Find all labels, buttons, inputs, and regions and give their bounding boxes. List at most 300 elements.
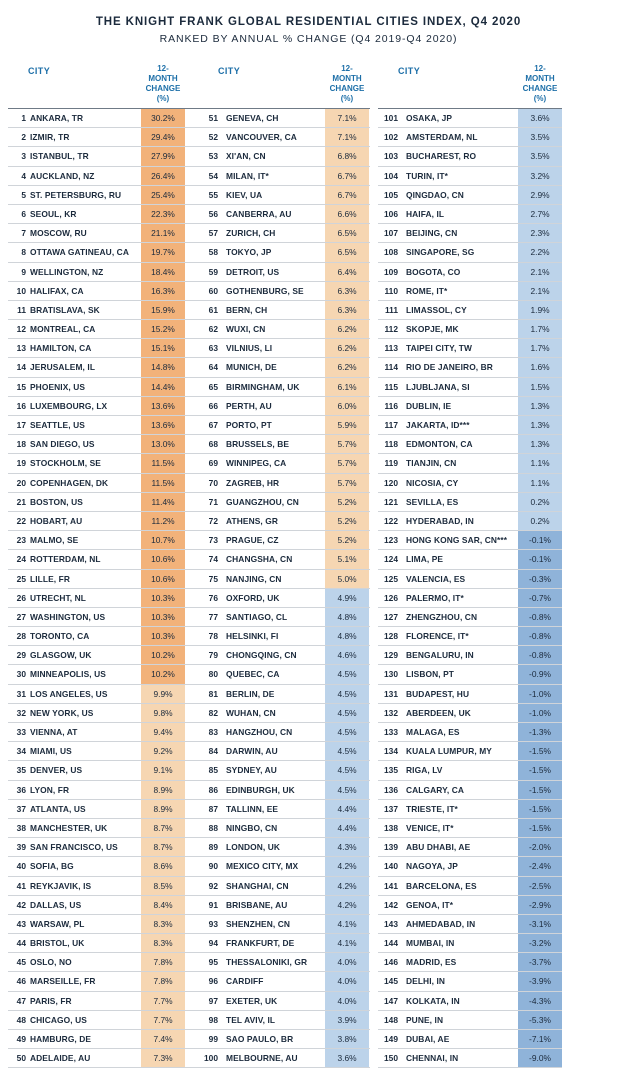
table-row bbox=[8, 550, 198, 569]
table-row bbox=[378, 992, 562, 1011]
change-cell: 1.3% bbox=[518, 416, 562, 434]
change-cell: 10.3% bbox=[141, 608, 185, 626]
rank-cell: 128 bbox=[384, 631, 398, 642]
city-cell: BARCELONA, ES bbox=[406, 880, 477, 891]
table-row bbox=[378, 493, 562, 512]
table-row bbox=[8, 665, 198, 684]
change-cell: 6.7% bbox=[325, 167, 369, 185]
rank-cell: 22 bbox=[16, 515, 26, 526]
city-cell: BOGOTA, CO bbox=[406, 266, 461, 277]
change-cell: 1.3% bbox=[518, 435, 562, 453]
city-cell: PUNE, IN bbox=[406, 1014, 444, 1025]
rank-cell: 138 bbox=[384, 822, 398, 833]
city-cell: GUANGZHOU, CN bbox=[226, 496, 299, 507]
table-row bbox=[198, 1011, 370, 1030]
city-cell: STOCKHOLM, SE bbox=[30, 458, 101, 469]
table-row bbox=[378, 723, 562, 742]
change-cell: 3.5% bbox=[518, 147, 562, 165]
table-row bbox=[378, 608, 562, 627]
change-header-line: 12- bbox=[341, 64, 353, 73]
change-cell: 4.2% bbox=[325, 877, 369, 895]
table-row bbox=[378, 896, 562, 915]
change-cell: 5.7% bbox=[325, 474, 369, 492]
change-cell: 10.2% bbox=[141, 665, 185, 683]
city-cell: BUCHAREST, RO bbox=[406, 151, 477, 162]
rank-cell: 10 bbox=[16, 285, 26, 296]
table-row bbox=[378, 972, 562, 991]
city-cell: EDMONTON, CA bbox=[406, 439, 473, 450]
city-cell: OSAKA, JP bbox=[406, 113, 453, 123]
change-cell: -1.5% bbox=[518, 742, 562, 760]
city-cell: BENGALURU, IN bbox=[406, 650, 474, 661]
city-cell: TRIESTE, IT* bbox=[406, 803, 458, 814]
table-row bbox=[8, 205, 198, 224]
rank-cell: 64 bbox=[208, 362, 218, 373]
table-row bbox=[198, 972, 370, 991]
rank-cell: 37 bbox=[16, 803, 26, 814]
change-header-line: MONTH bbox=[148, 74, 178, 83]
table-row bbox=[198, 416, 370, 435]
city-cell: MARSEILLE, FR bbox=[30, 976, 96, 987]
change-cell: 4.2% bbox=[325, 896, 369, 914]
city-cell: HYDERABAD, IN bbox=[406, 515, 474, 526]
city-cell: PALERMO, IT* bbox=[406, 592, 464, 603]
city-cell: ZAGREB, HR bbox=[226, 477, 280, 488]
city-cell: WELLINGTON, NZ bbox=[30, 266, 104, 277]
rank-cell: 62 bbox=[208, 324, 218, 335]
change-cell: 7.8% bbox=[141, 953, 185, 971]
change-cell: 2.1% bbox=[518, 282, 562, 300]
change-cell: 14.4% bbox=[141, 378, 185, 396]
rank-cell: 100 bbox=[204, 1053, 218, 1064]
rank-cell: 106 bbox=[384, 208, 398, 219]
table-rows bbox=[198, 108, 370, 1068]
rank-cell: 134 bbox=[384, 746, 398, 757]
change-cell: -1.0% bbox=[518, 704, 562, 722]
city-cell: VALENCIA, ES bbox=[406, 573, 466, 584]
city-cell: MADRID, ES bbox=[406, 957, 457, 968]
rank-cell: 136 bbox=[384, 784, 398, 795]
change-cell: 6.1% bbox=[325, 378, 369, 396]
change-cell: 6.7% bbox=[325, 186, 369, 204]
rank-cell: 28 bbox=[16, 631, 26, 642]
rank-cell: 103 bbox=[384, 151, 398, 162]
table-row bbox=[8, 339, 198, 358]
rank-cell: 27 bbox=[16, 611, 26, 622]
city-cell: MOSCOW, RU bbox=[30, 228, 87, 239]
city-cell: WUHAN, CN bbox=[226, 707, 276, 718]
change-cell: 0.2% bbox=[518, 512, 562, 530]
rank-cell: 78 bbox=[208, 631, 218, 642]
table-row bbox=[8, 934, 198, 953]
city-cell: GOTHENBURG, SE bbox=[226, 285, 304, 296]
city-cell: DUBLIN, IE bbox=[406, 400, 452, 411]
rank-cell: 51 bbox=[208, 113, 218, 123]
table-row bbox=[378, 378, 562, 397]
change-cell: -0.9% bbox=[518, 665, 562, 683]
table-row bbox=[8, 167, 198, 186]
rank-cell: 7 bbox=[21, 228, 26, 239]
rank-cell: 33 bbox=[16, 727, 26, 737]
change-cell: 6.4% bbox=[325, 263, 369, 281]
change-cell: 2.2% bbox=[518, 243, 562, 261]
change-cell: 6.2% bbox=[325, 358, 369, 376]
city-cell: LJUBLJANA, SI bbox=[406, 381, 470, 392]
city-cell: DUBAI, AE bbox=[406, 1034, 450, 1044]
change-cell: -0.8% bbox=[518, 627, 562, 645]
rank-cell: 19 bbox=[16, 458, 26, 469]
city-cell: HAMILTON, CA bbox=[30, 343, 92, 354]
rank-cell: 120 bbox=[384, 477, 398, 488]
table-row bbox=[198, 550, 370, 569]
change-cell: 8.7% bbox=[141, 819, 185, 837]
change-cell: 4.8% bbox=[325, 627, 369, 645]
city-cell: MANCHESTER, UK bbox=[30, 822, 108, 833]
city-cell: ST. PETERSBURG, RU bbox=[30, 189, 122, 200]
page-subtitle: RANKED BY ANNUAL % CHANGE (Q4 2019-Q4 2020) bbox=[159, 33, 458, 45]
rank-cell: 2 bbox=[21, 132, 26, 143]
city-cell: PHOENIX, US bbox=[30, 381, 86, 392]
rank-cell: 5 bbox=[21, 189, 26, 200]
change-cell: -0.8% bbox=[518, 608, 562, 626]
rank-cell: 66 bbox=[208, 400, 218, 411]
city-cell: BRISTOL, UK bbox=[30, 938, 85, 949]
rank-cell: 38 bbox=[16, 822, 26, 833]
change-cell: 7.7% bbox=[141, 1011, 185, 1029]
table-row bbox=[198, 838, 370, 857]
change-cell: 11.5% bbox=[141, 454, 185, 472]
table-row bbox=[378, 531, 562, 550]
change-cell: 16.3% bbox=[141, 282, 185, 300]
table-row bbox=[8, 877, 198, 896]
table-row bbox=[8, 742, 198, 761]
change-cell: 15.1% bbox=[141, 339, 185, 357]
rank-cell: 3 bbox=[21, 151, 26, 162]
rank-cell: 56 bbox=[208, 208, 218, 219]
table-row bbox=[378, 243, 562, 262]
rank-cell: 101 bbox=[384, 113, 398, 123]
rank-cell: 52 bbox=[208, 132, 218, 143]
table-row bbox=[8, 953, 198, 972]
table-row bbox=[198, 435, 370, 454]
rank-cell: 87 bbox=[208, 803, 218, 814]
rank-cell: 54 bbox=[208, 170, 218, 181]
table-row bbox=[8, 800, 198, 819]
table-row bbox=[8, 397, 198, 416]
change-header-line: 12- bbox=[157, 64, 169, 73]
city-cell: SAN FRANCISCO, US bbox=[30, 842, 118, 853]
city-cell: BRUSSELS, BE bbox=[226, 439, 290, 450]
rank-cell: 123 bbox=[384, 535, 398, 546]
city-cell: GLASGOW, UK bbox=[30, 650, 92, 661]
city-cell: WASHINGTON, US bbox=[30, 611, 106, 622]
change-cell: 1.3% bbox=[518, 397, 562, 415]
change-cell: 8.7% bbox=[141, 838, 185, 856]
table-row bbox=[378, 742, 562, 761]
city-cell: FLORENCE, IT* bbox=[406, 631, 469, 642]
change-cell: 13.6% bbox=[141, 416, 185, 434]
table-row bbox=[198, 339, 370, 358]
table-rows bbox=[378, 108, 562, 1068]
city-cell: KIEV, UA bbox=[226, 189, 263, 200]
city-cell: KUALA LUMPUR, MY bbox=[406, 746, 492, 757]
city-cell: NINGBO, CN bbox=[226, 822, 278, 833]
city-cell: ROME, IT* bbox=[406, 285, 448, 296]
rank-cell: 85 bbox=[208, 765, 218, 776]
rank-cell: 8 bbox=[21, 247, 26, 258]
table-row bbox=[378, 761, 562, 780]
city-cell: SAO PAULO, BR bbox=[226, 1034, 294, 1044]
city-cell: SHANGHAI, CN bbox=[226, 880, 289, 891]
table-row bbox=[8, 224, 198, 243]
change-cell: 1.9% bbox=[518, 301, 562, 319]
change-cell: -2.5% bbox=[518, 877, 562, 895]
table-row bbox=[378, 589, 562, 608]
change-header bbox=[141, 64, 185, 104]
change-cell: 5.1% bbox=[325, 550, 369, 568]
city-cell: JERUSALEM, IL bbox=[30, 362, 96, 373]
city-cell: ABU DHABI, AE bbox=[406, 842, 471, 853]
table-row bbox=[8, 301, 198, 320]
city-cell: SEVILLA, ES bbox=[406, 496, 459, 507]
change-header bbox=[325, 64, 369, 104]
rank-cell: 71 bbox=[208, 496, 218, 507]
city-cell: CHANGSHA, CN bbox=[226, 554, 293, 565]
table-row bbox=[8, 474, 198, 493]
change-cell: -2.4% bbox=[518, 857, 562, 875]
rank-cell: 63 bbox=[208, 343, 218, 354]
table-row bbox=[378, 282, 562, 301]
city-cell: MUNICH, DE bbox=[226, 362, 277, 373]
table-row bbox=[8, 243, 198, 262]
rank-cell: 13 bbox=[16, 343, 26, 354]
table-row bbox=[198, 531, 370, 550]
change-cell: 25.4% bbox=[141, 186, 185, 204]
rank-cell: 55 bbox=[208, 189, 218, 200]
city-cell: CALGARY, CA bbox=[406, 784, 465, 795]
city-cell: HELSINKI, FI bbox=[226, 631, 279, 642]
city-cell: LISBON, PT bbox=[406, 669, 454, 680]
table-row bbox=[378, 147, 562, 166]
change-cell: -3.9% bbox=[518, 972, 562, 990]
table-row bbox=[198, 570, 370, 589]
change-cell: 4.9% bbox=[325, 589, 369, 607]
change-cell: 3.9% bbox=[325, 1011, 369, 1029]
change-cell: 8.5% bbox=[141, 877, 185, 895]
change-cell: 5.2% bbox=[325, 493, 369, 511]
rank-cell: 24 bbox=[16, 554, 26, 565]
city-cell: CARDIFF bbox=[226, 976, 264, 987]
city-cell: NAGOYA, JP bbox=[406, 861, 458, 872]
city-cell: SEATTLE, US bbox=[30, 420, 85, 430]
city-cell: CHENNAI, IN bbox=[406, 1053, 459, 1064]
change-cell: 4.1% bbox=[325, 915, 369, 933]
table-row bbox=[198, 397, 370, 416]
change-cell: 2.7% bbox=[518, 205, 562, 223]
table-row bbox=[378, 512, 562, 531]
change-cell: 19.7% bbox=[141, 243, 185, 261]
rank-cell: 70 bbox=[208, 477, 218, 488]
table-row bbox=[198, 263, 370, 282]
city-cell: AHMEDABAD, IN bbox=[406, 918, 476, 929]
change-cell: 30.2% bbox=[141, 109, 185, 127]
city-cell: BUDAPEST, HU bbox=[406, 688, 470, 699]
rank-cell: 29 bbox=[16, 650, 26, 661]
rank-cell: 148 bbox=[384, 1014, 398, 1025]
city-cell: BIRMINGHAM, UK bbox=[226, 381, 300, 392]
rank-cell: 16 bbox=[16, 400, 26, 411]
rank-cell: 117 bbox=[384, 420, 398, 430]
city-cell: ADELAIDE, AU bbox=[30, 1053, 91, 1064]
change-cell: 4.8% bbox=[325, 608, 369, 626]
city-cell: RIO DE JANEIRO, BR bbox=[406, 362, 493, 373]
rank-cell: 77 bbox=[208, 611, 218, 622]
city-cell: DENVER, US bbox=[30, 765, 83, 776]
rank-cell: 108 bbox=[384, 247, 398, 258]
change-cell: 4.2% bbox=[325, 857, 369, 875]
change-cell: -2.9% bbox=[518, 896, 562, 914]
change-cell: 4.1% bbox=[325, 934, 369, 952]
city-cell: ATHENS, GR bbox=[226, 515, 279, 526]
city-cell: KOLKATA, IN bbox=[406, 995, 460, 1006]
table-row bbox=[378, 627, 562, 646]
rank-cell: 12 bbox=[16, 324, 26, 335]
change-cell: -0.1% bbox=[518, 550, 562, 568]
table-row bbox=[378, 800, 562, 819]
change-cell: 4.3% bbox=[325, 838, 369, 856]
change-cell: 5.7% bbox=[325, 454, 369, 472]
rank-cell: 49 bbox=[16, 1034, 26, 1044]
change-cell: 7.8% bbox=[141, 972, 185, 990]
rank-cell: 9 bbox=[21, 266, 26, 277]
table-row bbox=[198, 800, 370, 819]
rank-cell: 20 bbox=[16, 477, 26, 488]
rank-cell: 82 bbox=[208, 707, 218, 718]
change-cell: 8.6% bbox=[141, 857, 185, 875]
rank-cell: 50 bbox=[16, 1053, 26, 1064]
change-cell: 15.9% bbox=[141, 301, 185, 319]
city-cell: HANGZHOU, CN bbox=[226, 727, 293, 737]
change-header-line: MONTH bbox=[332, 74, 362, 83]
city-cell: RIGA, LV bbox=[406, 765, 443, 776]
table-row bbox=[8, 972, 198, 991]
table-row bbox=[8, 320, 198, 339]
rank-cell: 140 bbox=[384, 861, 398, 872]
change-cell: 3.5% bbox=[518, 128, 562, 146]
city-cell: ZURICH, CH bbox=[226, 228, 276, 239]
change-cell: 1.6% bbox=[518, 358, 562, 376]
table-row bbox=[8, 531, 198, 550]
city-cell: UTRECHT, NL bbox=[30, 592, 86, 603]
change-header-line: 12- bbox=[534, 64, 546, 73]
table-column-3 bbox=[378, 64, 562, 1068]
change-cell: 4.5% bbox=[325, 685, 369, 703]
table-row bbox=[198, 1049, 370, 1068]
city-cell: VILNIUS, LI bbox=[226, 343, 273, 354]
rank-cell: 137 bbox=[384, 803, 398, 814]
rank-cell: 113 bbox=[384, 343, 398, 354]
table-row bbox=[198, 685, 370, 704]
rank-cell: 95 bbox=[208, 957, 218, 968]
rank-cell: 18 bbox=[16, 439, 26, 450]
change-cell: 4.0% bbox=[325, 972, 369, 990]
change-cell: 10.3% bbox=[141, 627, 185, 645]
rank-cell: 144 bbox=[384, 938, 398, 949]
change-cell: 9.8% bbox=[141, 704, 185, 722]
table-row bbox=[198, 608, 370, 627]
table-row bbox=[8, 1049, 198, 1068]
change-cell: 6.5% bbox=[325, 243, 369, 261]
rank-cell: 132 bbox=[384, 707, 398, 718]
table-row bbox=[8, 454, 198, 473]
rank-cell: 57 bbox=[208, 228, 218, 239]
change-cell: -5.3% bbox=[518, 1011, 562, 1029]
city-cell: LIMA, PE bbox=[406, 554, 444, 565]
city-cell: NANJING, CN bbox=[226, 573, 282, 584]
city-cell: ATLANTA, US bbox=[30, 803, 86, 814]
rank-cell: 15 bbox=[16, 381, 26, 392]
rank-cell: 31 bbox=[16, 688, 26, 699]
rank-cell: 1 bbox=[21, 113, 26, 123]
table-row bbox=[378, 167, 562, 186]
change-cell: -1.0% bbox=[518, 685, 562, 703]
rank-cell: 42 bbox=[16, 899, 26, 910]
table-row bbox=[378, 224, 562, 243]
change-cell: 29.4% bbox=[141, 128, 185, 146]
city-cell: CHONGQING, CN bbox=[226, 650, 297, 661]
table-row bbox=[378, 1011, 562, 1030]
change-cell: 6.3% bbox=[325, 282, 369, 300]
table-row bbox=[378, 877, 562, 896]
city-cell: IZMIR, TR bbox=[30, 132, 70, 143]
rank-cell: 116 bbox=[384, 400, 398, 411]
change-cell: 7.1% bbox=[325, 109, 369, 127]
city-cell: CANBERRA, AU bbox=[226, 208, 292, 219]
table-row bbox=[378, 685, 562, 704]
change-cell: -7.1% bbox=[518, 1030, 562, 1048]
table-row bbox=[8, 1030, 198, 1049]
change-cell: -0.8% bbox=[518, 646, 562, 664]
city-cell: PARIS, FR bbox=[30, 995, 72, 1006]
change-header-line: MONTH bbox=[525, 74, 555, 83]
change-cell: 5.2% bbox=[325, 512, 369, 530]
city-cell: LOS ANGELES, US bbox=[30, 688, 108, 699]
table-row bbox=[198, 1030, 370, 1049]
city-cell: MALAGA, ES bbox=[406, 727, 460, 737]
rank-cell: 32 bbox=[16, 707, 26, 718]
city-cell: SKOPJE, MK bbox=[406, 324, 459, 335]
table-row bbox=[8, 128, 198, 147]
rank-cell: 89 bbox=[208, 842, 218, 853]
city-cell: ABERDEEN, UK bbox=[406, 707, 471, 718]
table-row bbox=[8, 761, 198, 780]
change-cell: 4.5% bbox=[325, 742, 369, 760]
city-cell: SANTIAGO, CL bbox=[226, 611, 288, 622]
change-cell: 26.4% bbox=[141, 167, 185, 185]
change-cell: 13.0% bbox=[141, 435, 185, 453]
rank-cell: 105 bbox=[384, 189, 398, 200]
change-cell: 8.3% bbox=[141, 915, 185, 933]
change-cell: -0.1% bbox=[518, 531, 562, 549]
city-cell: HOBART, AU bbox=[30, 515, 83, 526]
rank-cell: 34 bbox=[16, 746, 26, 757]
city-cell: THESSALONIKI, GR bbox=[226, 957, 308, 968]
city-cell: DARWIN, AU bbox=[226, 746, 278, 757]
table-row bbox=[198, 704, 370, 723]
change-cell: 3.6% bbox=[518, 109, 562, 127]
change-cell: -1.3% bbox=[518, 723, 562, 741]
city-cell: ANKARA, TR bbox=[30, 113, 84, 123]
